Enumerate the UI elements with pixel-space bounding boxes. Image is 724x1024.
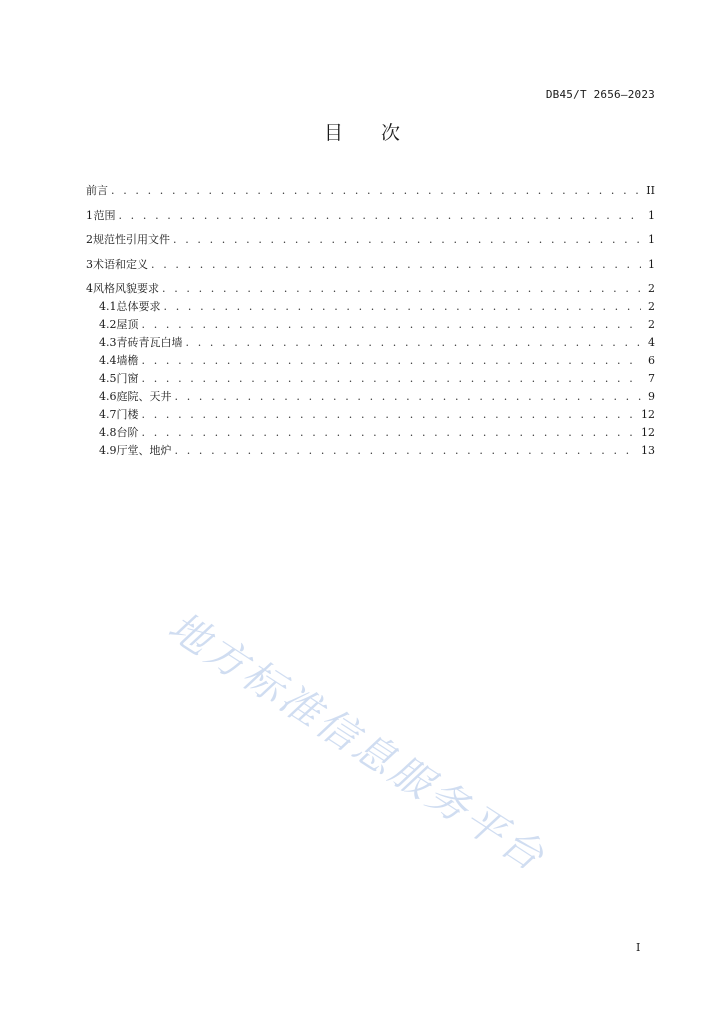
toc-entry-label: 总体要求	[116, 300, 161, 313]
toc-entry-number: 4	[86, 282, 93, 295]
toc-subentry-4-7[interactable]	[86, 406, 655, 424]
toc-entry-label: 术语和定义	[93, 257, 149, 271]
toc-entry-number: 4.6	[99, 390, 117, 403]
toc-entry-label: 前言	[86, 184, 108, 197]
toc-subentry-4-3[interactable]	[86, 334, 655, 352]
toc-leader-dots	[142, 316, 642, 334]
toc-entry-2[interactable]	[86, 231, 655, 256]
toc-entry-number: 2	[86, 233, 93, 246]
toc-entry-label: 青砖青瓦白墙	[116, 336, 183, 349]
toc-subentry-4-6[interactable]	[86, 388, 655, 406]
toc-subentry-4-2[interactable]	[86, 316, 655, 334]
toc-entry-number: 4.7	[99, 408, 117, 421]
toc-entry-number: 4.4	[99, 354, 117, 367]
toc-subentry-4-1[interactable]	[86, 298, 655, 316]
toc-leader-dots	[142, 352, 642, 370]
toc-leader-dots	[142, 370, 642, 388]
table-of-contents	[86, 182, 655, 460]
toc-title-char-2: 次	[381, 122, 401, 144]
toc-leader-dots	[118, 207, 641, 225]
page-number: I	[636, 941, 641, 954]
toc-title-char-1: 目	[323, 122, 343, 144]
toc-entry-page: 12	[641, 426, 655, 439]
toc-entry-label: 门楼	[116, 408, 139, 421]
toc-entry-label: 范围	[93, 208, 116, 222]
toc-entry-label: 风格风貌要求	[93, 282, 159, 295]
toc-entry-number: 4.5	[99, 372, 117, 385]
toc-entry-preface[interactable]	[86, 182, 655, 207]
toc-entry-page: 4	[648, 336, 655, 349]
toc-entry-3[interactable]	[86, 256, 655, 281]
toc-entry-label: 庭院、天井	[116, 390, 172, 403]
toc-leader-dots	[175, 388, 642, 406]
toc-leader-dots	[142, 424, 638, 442]
toc-entry-page: 2	[648, 318, 655, 331]
toc-entry-label: 门窗	[116, 372, 139, 385]
toc-entry-page: 2	[648, 282, 655, 295]
toc-entry-label: 厅堂、地炉	[116, 444, 172, 457]
toc-entry-page: 2	[648, 300, 655, 313]
toc-entry-page: 1	[648, 233, 655, 246]
toc-entry-page: 1	[648, 208, 655, 222]
toc-title	[0, 118, 724, 145]
toc-entry-page: 1	[648, 257, 655, 271]
toc-leader-dots	[173, 231, 641, 249]
toc-subentry-4-5[interactable]	[86, 370, 655, 388]
toc-entry-number: 4.1	[99, 300, 117, 313]
toc-entry-page: 13	[641, 444, 655, 457]
toc-entry-number: 4.3	[99, 336, 117, 349]
toc-entry-number: 3	[86, 257, 93, 271]
toc-entry-label: 墙檐	[116, 354, 139, 367]
toc-leader-dots	[151, 256, 641, 274]
toc-subentry-4-9[interactable]	[86, 442, 655, 460]
watermark: 地方标准信息服务平台	[160, 603, 555, 882]
toc-entry-page: 12	[641, 408, 655, 421]
toc-entry-number: 4.2	[99, 318, 117, 331]
toc-entry-label: 屋顶	[116, 318, 139, 331]
toc-leader-dots	[162, 280, 641, 298]
toc-entry-page: II	[646, 184, 655, 197]
toc-entry-1[interactable]	[86, 207, 655, 232]
toc-entry-number: 4.8	[99, 426, 117, 439]
toc-subentry-4-4[interactable]	[86, 352, 655, 370]
toc-entry-label: 台阶	[116, 426, 139, 439]
document-code: DB45/T 2656—2023	[545, 88, 655, 101]
toc-entry-page: 6	[648, 354, 655, 367]
toc-leader-dots	[142, 406, 638, 424]
toc-entry-page: 9	[648, 390, 655, 403]
toc-entry-page: 7	[648, 372, 655, 385]
toc-entry-number: 1	[86, 208, 93, 222]
toc-leader-dots	[186, 334, 642, 352]
toc-entry-number: 4.9	[99, 444, 117, 457]
toc-leader-dots	[164, 298, 642, 316]
toc-leader-dots	[175, 442, 638, 460]
toc-entry-4[interactable]	[86, 280, 655, 298]
toc-entry-label: 规范性引用文件	[93, 233, 170, 246]
toc-subentry-4-8[interactable]	[86, 424, 655, 442]
toc-leader-dots	[111, 182, 641, 200]
